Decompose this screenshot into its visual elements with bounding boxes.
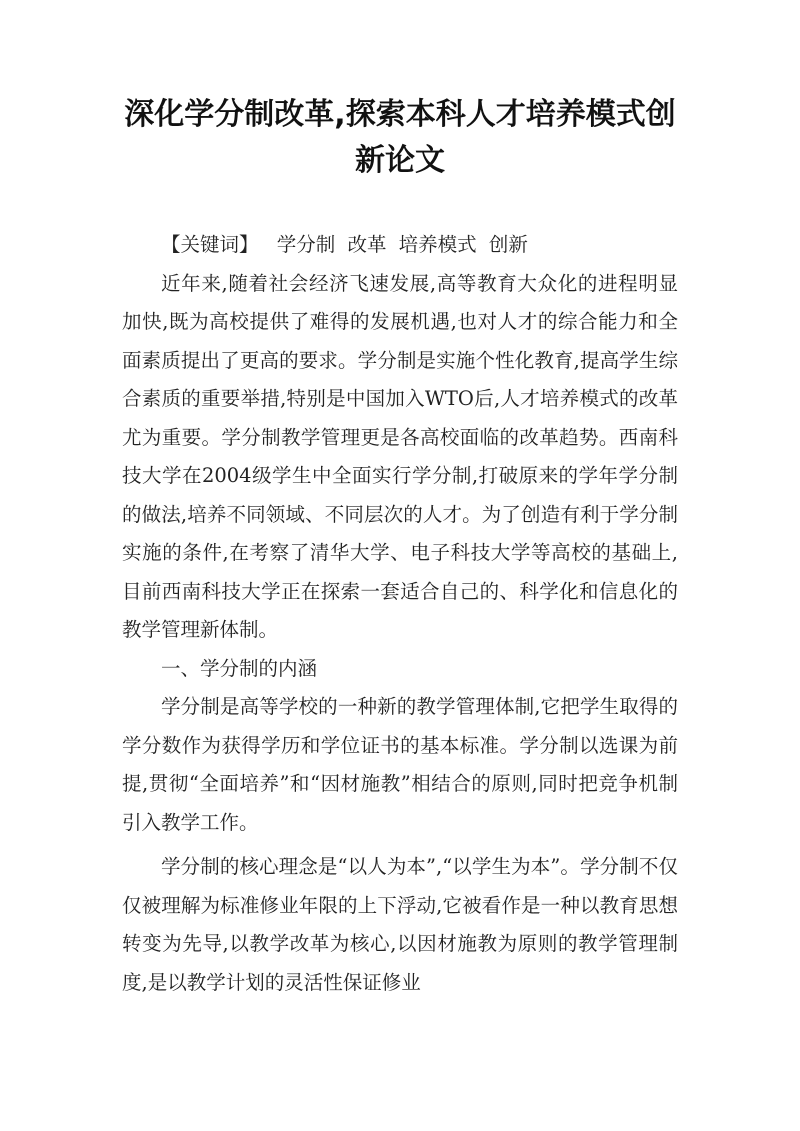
keyword: 培养模式 [398,233,477,256]
section-heading: 一、学分制的内涵 [161,656,318,680]
paragraph-definition: 学分制是高等学校的一种新的教学管理体制,它把学生取得的学分数作为获得学历和学位证书的基本标准。学分制以选课为前提,贯彻“全面培养”和“因材施教”相结合的原则,同时把竞争机制引入教学工作。 [122,695,678,834]
keywords-label: 【关键词】 [161,233,259,256]
title-line-2: 新论文 [355,143,445,178]
paragraph-intro: 近年来,随着社会经济飞速发展,高等教育大众化的进程明显加快,既为高校提供了难得的发展机遇,也对人才的综合能力和全面素质提出了更高的要求。学分制是实施个性化教育,提高学生综合素质的重要举措,特别是中国加入WTO后,人才培养模式的改革尤为重要。学分制教学管理更是各高校面临的改革趋势。西南科技大学在2004级学生中全面实行学分制,打破原来的学年学分制的做法,培养不同领域、不同层次的人才。为了创造有利于学分制实施的条件,在考察了清华大学、电子科技大学等高校的基础上,目前西南科技大学正在探索一套适合自己的、科学化和信息化的教学管理新体制。 [122,271,678,641]
document-title [110,92,690,184]
keywords-line [122,226,678,265]
document-body [122,226,678,1002]
paragraph-core-concept: 学分制的核心理念是“以人为本”,“以学生为本”。学分制不仅仅被理解为标准修业年限的上下浮动,它被看作是一种以教育思想转变为先导,以教学改革为核心,以因材施教为原则的教学管理制度,是以教学计划的灵活性保证修业 [122,855,678,994]
title-line-1: 深化学分制改革,探索本科人才培养模式创 [124,97,676,132]
keyword: 创新 [488,233,528,256]
keyword: 改革 [347,233,387,256]
keyword: 学分制 [276,233,336,256]
